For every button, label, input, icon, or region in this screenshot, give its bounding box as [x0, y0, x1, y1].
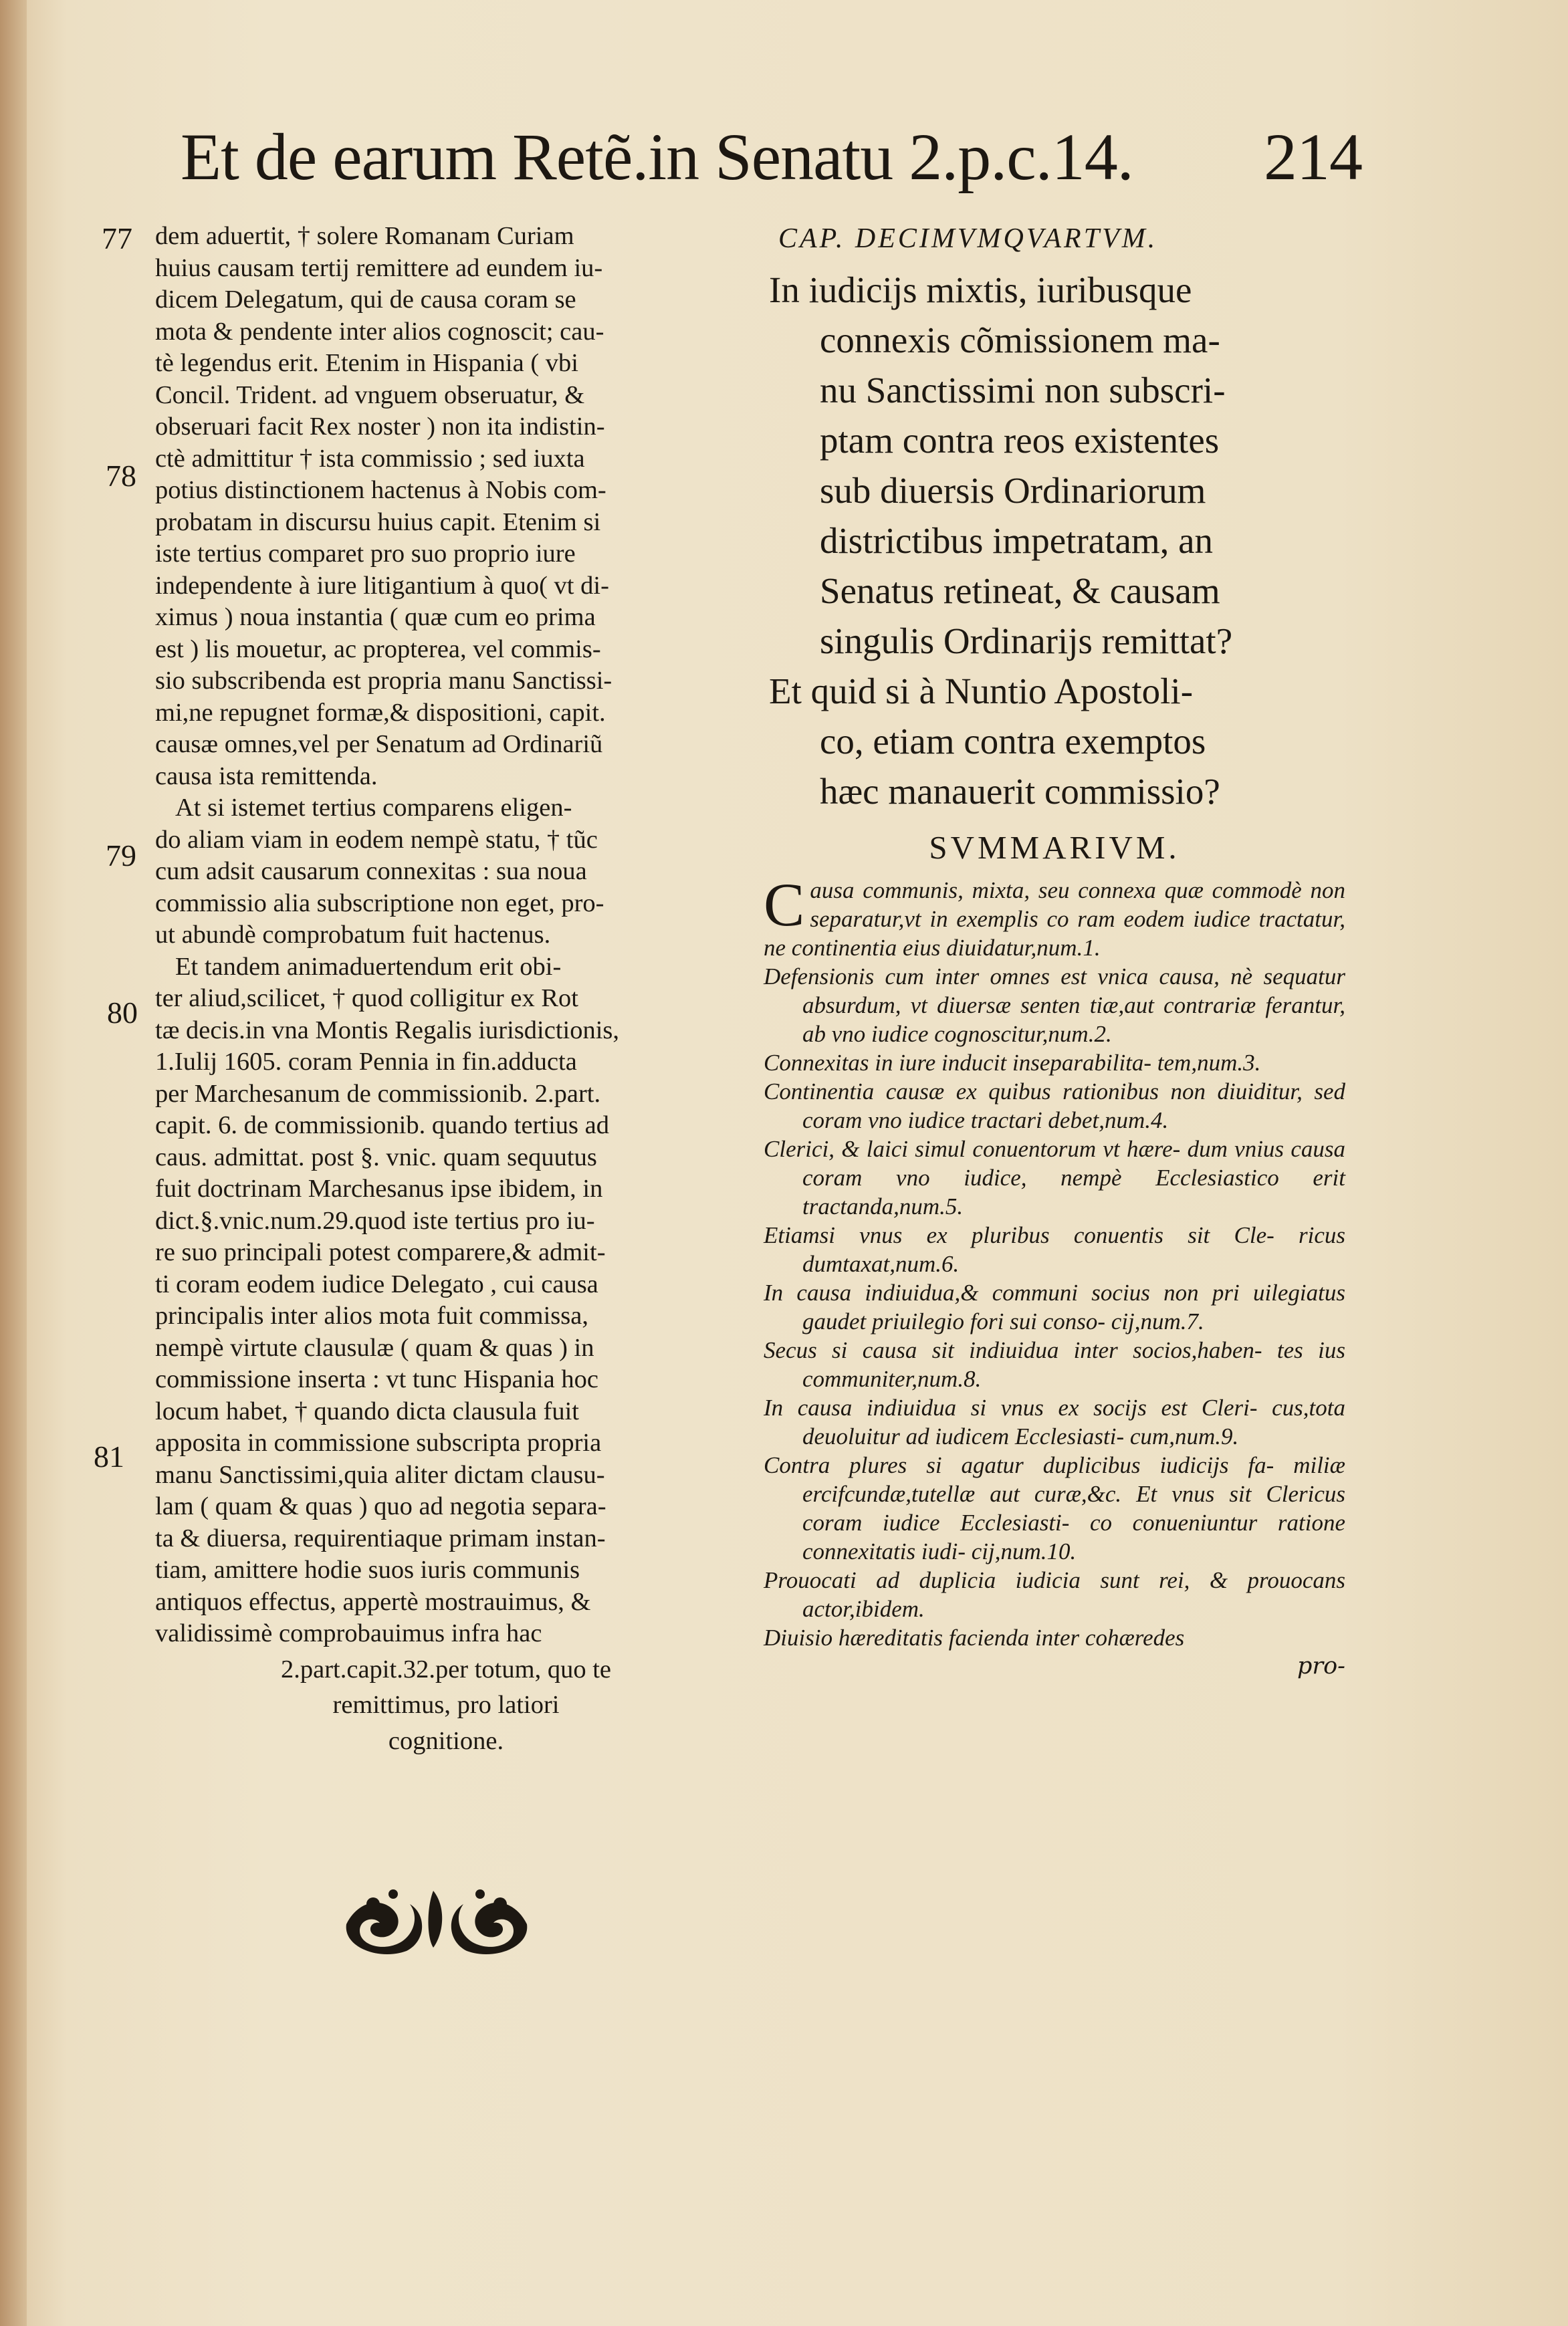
margin-number-78: 78 [106, 459, 136, 493]
text-line: do aliam viam in eodem nempè statu, † tũc [155, 825, 598, 854]
text-line: tæ decis.in vna Montis Regalis iurisdictionis, [155, 1016, 620, 1044]
rubric-line: nu Sanctissimi non subscri- [820, 370, 1226, 411]
text-line: nempè virtute clausulæ ( quam & quas ) in [155, 1333, 594, 1362]
summary-entry-text: Secus si causa sit indiuidua inter socios,haben- tes ius communiter,num.8. [764, 1337, 1345, 1392]
summary-entry-text: Connexitas in iure inducit inseparabilita- tem,num.3. [764, 1050, 1261, 1076]
summary-entry [764, 1221, 1345, 1278]
text-line: ximus ) noua instantia ( quæ cum eo prima [155, 603, 596, 631]
text-line: manu Sanctissimi,quia aliter dictam clausu- [155, 1460, 605, 1489]
text-line: ti coram eodem iudice Delegato , cui causa [155, 1270, 598, 1298]
summary-entry [764, 1278, 1345, 1336]
summary-entry [764, 1393, 1345, 1451]
text-line: fuit doctrinam Marchesanus ipse ibidem, in [155, 1175, 603, 1203]
rubric-line: In iudicijs mixtis, iuribusque [769, 269, 1192, 310]
text-line: cognitione. [388, 1726, 504, 1755]
margin-number-79: 79 [106, 838, 136, 873]
summary-entry-text: In causa indiuidua si vnus ex socijs est Cleri- cus,tota deuoluitur ad iudicem Ecclesiasti- cum,num.9. [764, 1395, 1345, 1449]
text-line: per Marchesanum de commissionib. 2.part. [155, 1079, 601, 1108]
text-line: sio subscribenda est propria manu Sanctissi- [155, 667, 612, 695]
rubric-line: co, etiam contra exemptos [820, 721, 1206, 762]
margin-number-80: 80 [107, 996, 138, 1030]
text-line: principalis inter alios mota fuit commissa, [155, 1302, 588, 1330]
rubric-line: ptam contra reos existentes [820, 420, 1220, 461]
rubric-line: Et quid si à Nuntio Apostoli- [769, 671, 1194, 711]
summary-entry [764, 1336, 1345, 1393]
text-line: antiquos effectus, appertè mostrauimus, & [155, 1587, 591, 1616]
running-header [181, 120, 1362, 194]
margin-number-81: 81 [94, 1439, 124, 1474]
text-line: tiam, amittere hodie suos iuris communis [155, 1556, 580, 1584]
text-line: ta & diuersa, requirentiaque primam instan- [155, 1524, 606, 1552]
text-line: mota & pendente inter alios cognoscit; cau- [155, 317, 604, 346]
summary-entry [764, 1623, 1345, 1652]
summary-list [764, 870, 1345, 1652]
text-line: est ) lis mouetur, ac propterea, vel commis- [155, 634, 601, 663]
text-line: 2.part.capit.32.per totum, quo te [281, 1655, 611, 1683]
right-column [764, 221, 1345, 1681]
text-line: Et tandem animaduertendum erit obi- [175, 952, 562, 981]
summary-entry [764, 1566, 1345, 1623]
summary-entry-text: Defensionis cum inter omnes est vnica causa, nè sequatur absurdum, vt diuersæ senten tiæ,aut contrariæ ferantur, ab vno iudice cognoscitur,num.2. [764, 963, 1345, 1047]
rubric-line: connexis cõmissionem ma- [820, 320, 1220, 360]
summary-entry-text: Prouocati ad duplicia iudicia sunt rei, & prouocans actor,ibidem. [764, 1567, 1345, 1622]
summary-entry [764, 1451, 1345, 1566]
text-line: mi,ne repugnet formæ,& dispositioni, capit. [155, 698, 606, 727]
left-text-lines [155, 221, 737, 1650]
summary-entry-text: Diuisio hæreditatis facienda inter cohæredes [764, 1625, 1185, 1651]
text-line: caus. admittat. post §. vnic. quam sequutus [155, 1143, 597, 1171]
text-line: probatam in discursu huius capit. Etenim si [155, 507, 601, 536]
text-line: dem aduertit, † solere Romanam Curiam [155, 222, 574, 250]
summary-title: SVMMARIVM. [929, 829, 1180, 866]
ornament-fleuron [333, 1877, 540, 1958]
text-line: obseruari facit Rex noster ) non ita indistin- [155, 413, 605, 441]
summary-entry [764, 1077, 1345, 1135]
binding-gutter [0, 0, 27, 2326]
text-line: remittimus, pro latiori [332, 1691, 560, 1719]
summary-entry-text: Clerici, & laici simul conuentorum vt hære- dum vnius causa coram vno iudice, nempè Ecclesiastico erit tractanda,num.5. [764, 1136, 1345, 1219]
text-line: capit. 6. de commissionib. quando tertius ad [155, 1111, 609, 1139]
header-title: Et de earum Retẽ.in Senatu 2.p.c.14. [181, 120, 1133, 194]
text-line: validissimè comprobauimus infra hac [155, 1619, 542, 1647]
left-column [155, 221, 737, 1757]
text-line: cum adsit causarum connexitas : sua noua [155, 857, 587, 885]
rubric-line: districtibus impetratam, an [820, 520, 1214, 561]
catchword: pro- [1297, 1653, 1345, 1679]
text-line: Concil. Trident. ad vnguem obseruatur, & [155, 380, 585, 409]
text-line: ut abundè comprobatum fuit hactenus. [155, 921, 551, 949]
chapter-title: CAP. DECIMVMQVARTVM. [778, 223, 1158, 254]
text-line: commissio alia subscriptione non eget, pro- [155, 889, 604, 917]
text-line: At si istemet tertius comparens eligen- [175, 794, 572, 822]
summary-entry-text: In causa indiuidua,& communi socius non pri uilegiatus gaudet priuilegio fori sui conso- cij,num.7. [764, 1280, 1345, 1334]
summary-entry-text: ausa communis, mixta, seu connexa quæ commodè non separatur,vt in exemplis co ram eodem iudice tractatur, ne continentia eius diuidatur,num.1. [764, 877, 1345, 961]
text-line: tè legendus erit. Etenim in Hispania ( vbi [155, 349, 578, 377]
text-line: apposita in commissione subscripta propria [155, 1429, 602, 1457]
text-line: re suo principali potest comparere,& admit- [155, 1238, 606, 1266]
rubric-line: singulis Ordinarijs remittat? [820, 620, 1233, 661]
text-line: dict.§.vnic.num.29.quod iste tertius pro iu- [155, 1206, 595, 1235]
text-line: locum habet, † quando dicta clausula fuit [155, 1397, 579, 1425]
summary-entry-text: Continentia causæ ex quibus rationibus non diuiditur, sed coram vno iudice tractari debet,num.4. [764, 1078, 1345, 1133]
summary-entry-text: Etiamsi vnus ex pluribus conuentis sit Cle- ricus dumtaxat,num.6. [764, 1222, 1345, 1277]
rubric-line: sub diuersis Ordinariorum [820, 470, 1206, 511]
text-line: dicem Delegatum, qui de causa coram se [155, 285, 576, 314]
drop-cap: C [764, 870, 805, 939]
text-line: ter aliud,scilicet, † quod colligitur ex Rot [155, 984, 578, 1012]
page-number: 214 [1264, 120, 1362, 194]
text-line: ctè admittitur † ista commissio ; sed iuxta [155, 444, 585, 473]
left-text-tail [155, 1654, 737, 1758]
text-line: 1.Iulij 1605. coram Pennia in fin.adducta [155, 1048, 577, 1076]
text-line: independente à iure litigantium à quo( vt di- [155, 571, 609, 600]
text-line: commissione inserta : vt tunc Hispania hoc [155, 1365, 598, 1393]
rubric-line: Senatus retineat, & causam [820, 570, 1220, 611]
summary-entry-text: Contra plures si agatur duplicibus iudicijs fa- miliæ ercifcundæ,tutellæ aut curæ,&c. Et vnus sit Clericus coram iudice Ecclesiasti- co conueniuntur ratione connexitatis iudi- cij,num.10. [764, 1452, 1345, 1564]
text-line: potius distinctionem hactenus à Nobis com- [155, 476, 606, 504]
summary-entry [764, 962, 1345, 1048]
summary-entry [764, 870, 1345, 962]
text-line: huius causam tertij remittere ad eundem iu- [155, 253, 603, 282]
text-line: causæ omnes,vel per Senatum ad Ordinariũ [155, 730, 603, 758]
rubric-line: hæc manauerit commissio? [820, 771, 1220, 812]
text-line: iste tertius comparet pro suo proprio iure [155, 540, 576, 568]
summary-entry [764, 1135, 1345, 1221]
text-line: causa ista remittenda. [155, 762, 378, 790]
text-line: lam ( quam & quas ) quo ad negotia separa- [155, 1492, 606, 1520]
margin-number-77: 77 [102, 221, 132, 255]
chapter-rubric [764, 265, 1345, 816]
summary-entry [764, 1048, 1345, 1077]
